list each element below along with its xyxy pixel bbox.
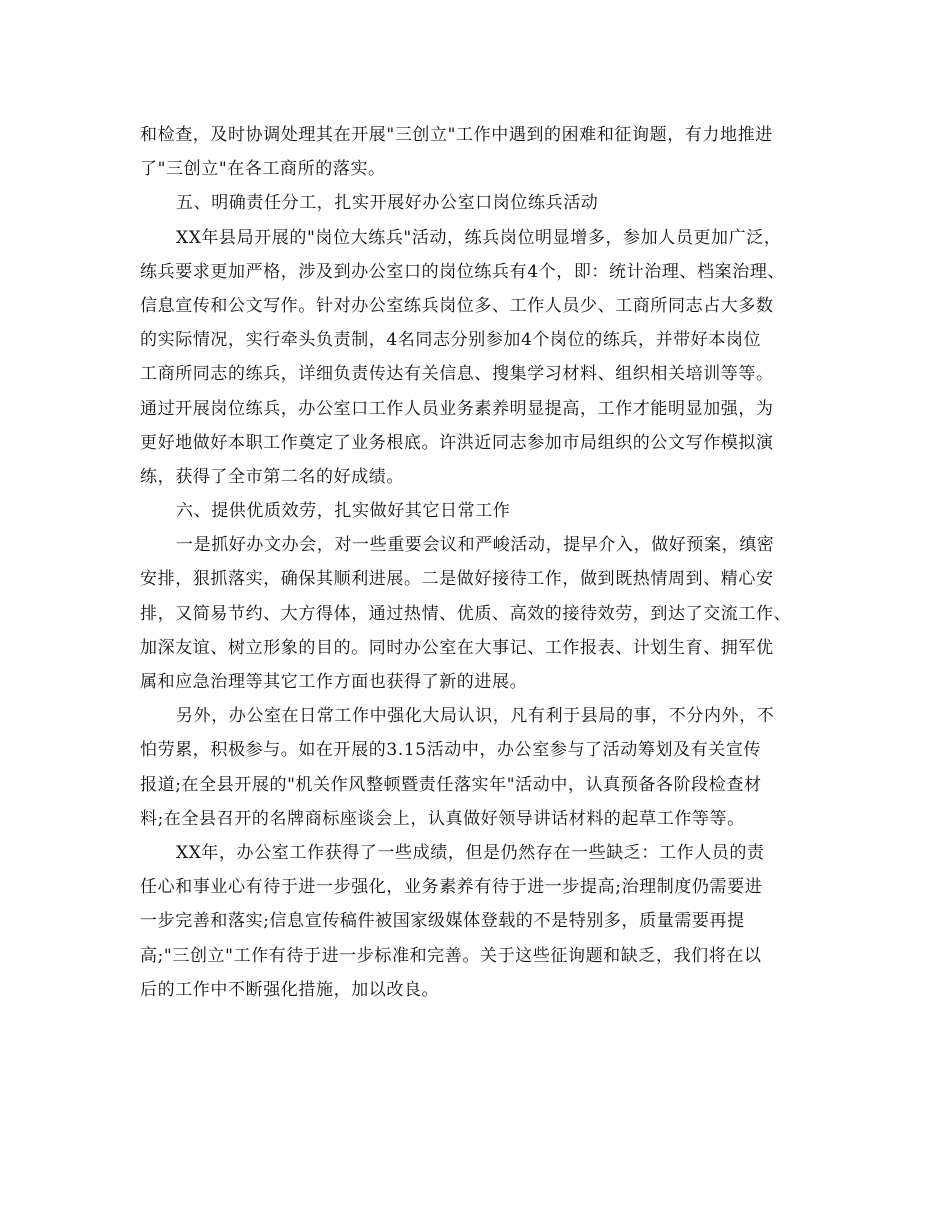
text-line: 信息宣传和公文写作。针对办公室练兵岗位多、工作人员少、工商所同志占大多数 xyxy=(140,295,774,316)
text-line: 排，又简易节约、大方得体，通过热情、优质、高效的接待效劳，到达了交流工作、 xyxy=(140,603,792,624)
text-line: 后的工作中不断强化措施，加以改良。 xyxy=(140,979,440,1000)
text-line: 报道;在全县开展的"机关作风整顿暨责任落实年"活动中，认真预备各阶段检查材 xyxy=(140,774,762,795)
text-line: 更好地做好本职工作奠定了业务根底。许洪近同志参加市局组织的公文写作模拟演 xyxy=(140,432,774,453)
text-line: 工商所同志的练兵，详细负责传达有关信息、搜集学习材料、组织相关培训等等。 xyxy=(140,364,774,385)
text-line: 料;在全县召开的名牌商标座谈会上，认真做好领导讲话材料的起草工作等等。 xyxy=(140,808,745,829)
text-line: 通过开展岗位练兵，办公室口工作人员业务素养明显提高，工作才能明显加强，为 xyxy=(140,398,774,419)
text-line: 加深友谊、树立形象的目的。同时办公室在大事记、工作报表、计划生育、拥军优 xyxy=(140,637,774,658)
text-line: 了"三创立"在各工商所的落实。 xyxy=(140,159,386,180)
text-line: 一是抓好办文办会，对一些重要会议和严峻活动，提早介入，做好预案，缜密 xyxy=(176,535,775,556)
text-line: 和检查，及时协调处理其在开展"三创立"工作中遇到的困难和征询题，有力地推进 xyxy=(140,125,773,145)
text-line: 安排，狠抓落实，确保其顺利进展。二是做好接待工作，做到既热情周到、精心安 xyxy=(140,569,774,590)
text-line: 属和应急治理等其它工作方面也获得了新的进展。 xyxy=(140,672,528,692)
text-line: XX年，办公室工作获得了一些成绩，但是仍然存在一些缺乏：工作人员的责 xyxy=(176,842,765,863)
text-line: 的实际情况，实行牵头负责制，4名同志分别参加4个岗位的练兵，并带好本岗位 xyxy=(140,330,762,351)
text-line: 练兵要求更加严格，涉及到办公室口的岗位练兵有4个，即：统计治理、档案治理、 xyxy=(140,261,786,282)
text-line: 任心和事业心有待于进一步强化，业务素养有待于进一步提高;治理制度仍需要进 xyxy=(140,877,763,898)
text-line: 另外，办公室在日常工作中强化大局认识，凡有利于县局的事，不分内外，不 xyxy=(176,706,775,727)
document-body xyxy=(140,118,830,1007)
text-line: XX年县局开展的"岗位大练兵"活动，练兵岗位明显增多，参加人员更加广泛， xyxy=(176,227,782,248)
section-heading: 六、提供优质效劳，扎实做好其它日常工作 xyxy=(176,501,511,522)
text-line: 高;"三创立"工作有待于进一步标准和完善。关于这些征询题和缺乏，我们将在以 xyxy=(140,945,762,966)
section-heading: 五、明确责任分工，扎实开展好办公室口岗位练兵活动 xyxy=(176,193,599,214)
text-line: 一步完善和落实;信息宣传稿件被国家级媒体登载的不是特别多，质量需要再提 xyxy=(140,911,745,932)
text-line: 练，获得了全市第二名的好成绩。 xyxy=(140,466,404,487)
text-line: 怕劳累，积极参与。如在开展的3.15活动中，办公室参与了活动筹划及有关宣传 xyxy=(140,740,762,761)
